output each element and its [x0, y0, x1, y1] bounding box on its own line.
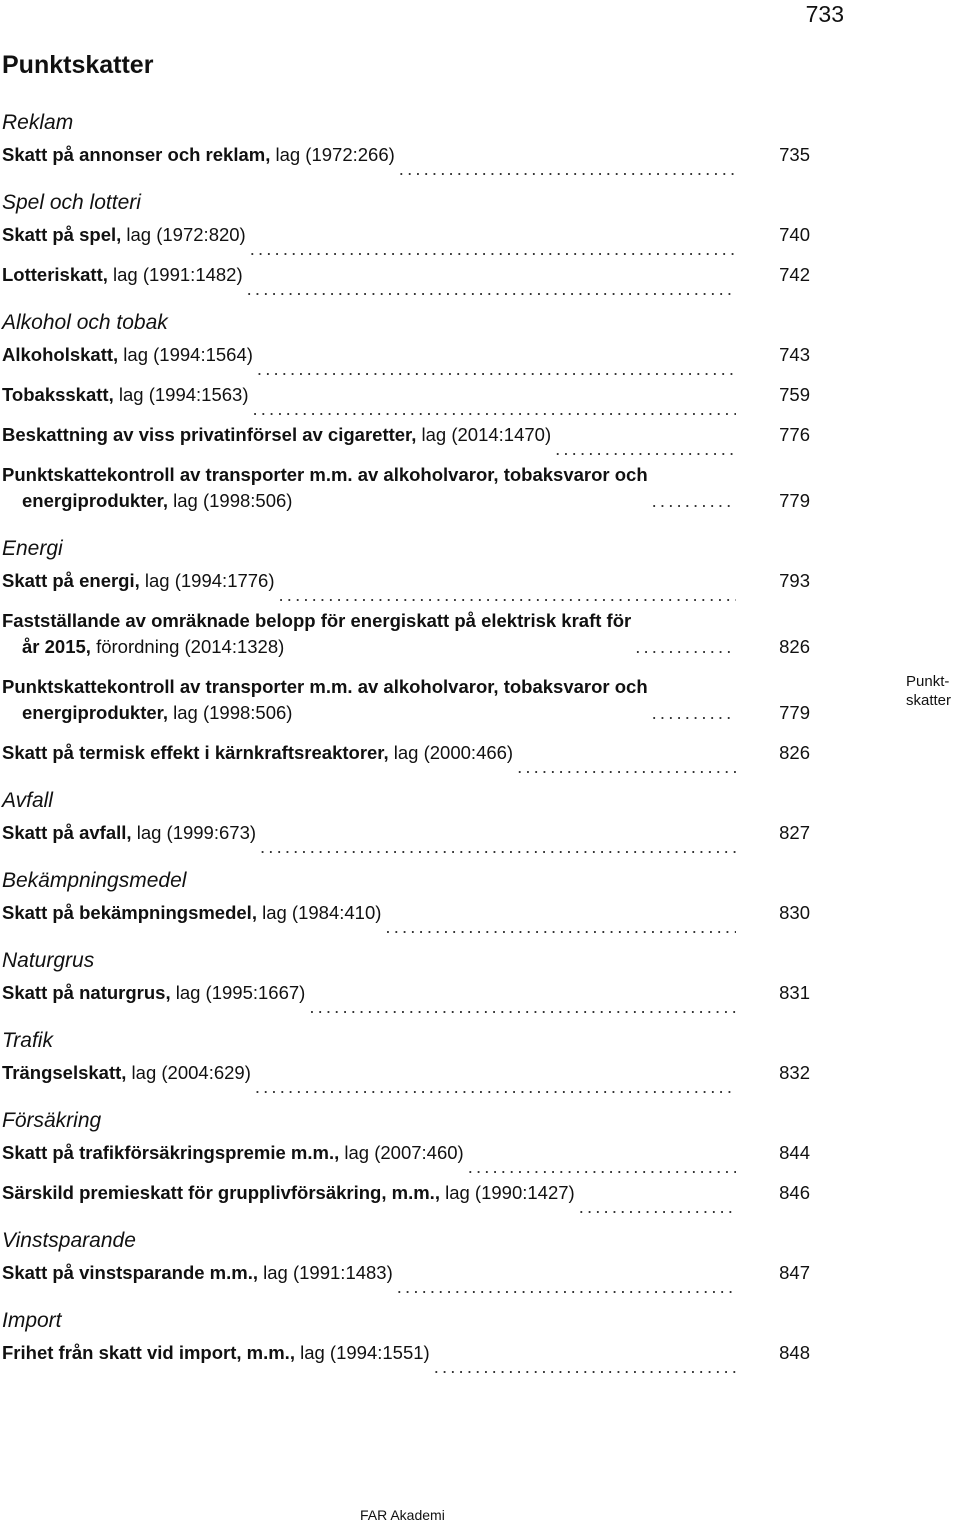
dot-leader [652, 700, 736, 726]
toc-entry[interactable] [2, 674, 810, 740]
dot-leader [257, 356, 736, 382]
toc-entry[interactable] [2, 1180, 810, 1220]
entry-name: Tobaksskatt, [2, 384, 114, 405]
entry-title [2, 608, 631, 660]
entry-title-line-1 [2, 144, 395, 165]
entry-title [2, 142, 395, 168]
entry-page-number: 735 [779, 144, 810, 165]
section-heading: Energi [2, 537, 63, 560]
entry-reference: lag (2014:1470) [416, 424, 552, 445]
entry-title-line-1 [2, 424, 551, 445]
entry-name: Punktskattekontroll av transporter m.m. av alkoholvaror, tobaksvaror och [2, 676, 648, 697]
entry-title-line-1 [2, 902, 381, 923]
entry-reference: lag (1994:1776) [139, 570, 275, 591]
entry-title [2, 674, 648, 726]
entry-reference: lag (1991:1482) [107, 264, 243, 285]
section-heading: Vinstsparande [2, 1229, 136, 1252]
entry-name: Särskild premieskatt för grupplivförsäkring, m.m., [2, 1182, 440, 1203]
entry-reference: lag (1972:820) [121, 224, 246, 245]
entry-title [2, 568, 275, 594]
entry-title [2, 1180, 575, 1206]
entry-page-number: 847 [779, 1262, 810, 1283]
dot-leader [434, 1354, 736, 1380]
section-heading: Spel och lotteri [2, 191, 141, 214]
entry-reference: lag (1998:506) [167, 702, 293, 723]
section-heading: Trafik [2, 1029, 53, 1052]
entry-reference: lag (2004:629) [126, 1062, 251, 1083]
entry-title [2, 1140, 464, 1166]
entry-name: Beskattning av viss privatinförsel av cigaretter, [2, 424, 417, 445]
entry-title [2, 1260, 393, 1286]
entry-name-continued: år 2015, [22, 636, 91, 657]
toc-entry[interactable] [2, 382, 810, 422]
toc-entry[interactable] [2, 820, 810, 860]
entry-title [2, 382, 248, 408]
entry-reference: lag (2007:460) [339, 1142, 464, 1163]
entry-title-line-2 [2, 488, 648, 514]
entry-reference: lag (1998:506) [167, 490, 293, 511]
toc-entry[interactable] [2, 980, 810, 1020]
entry-title [2, 462, 648, 514]
toc-entry[interactable] [2, 462, 810, 528]
dot-leader [397, 1274, 736, 1300]
entry-title [2, 1340, 430, 1366]
entry-name: Skatt på naturgrus, [2, 982, 171, 1003]
entry-title-line-1 [2, 1342, 430, 1363]
entry-name: Skatt på bekämpningsmedel, [2, 902, 257, 923]
entry-name: Fastställande av omräknade belopp för energiskatt på elektrisk kraft för [2, 610, 632, 631]
entry-name: Alkoholskatt, [2, 344, 119, 365]
entry-title [2, 342, 253, 368]
entry-page-number: 827 [779, 822, 810, 843]
entry-reference: förordning (2014:1328) [90, 636, 285, 657]
entry-page-number: 779 [779, 702, 810, 723]
entry-name: Frihet från skatt vid import, m.m., [2, 1342, 295, 1363]
entry-title-line-1 [2, 384, 248, 405]
entry-title-line-2 [2, 700, 648, 726]
entry-title [2, 740, 513, 766]
entry-name: Skatt på energi, [2, 570, 140, 591]
section-heading: Alkohol och tobak [2, 311, 168, 334]
dot-leader [247, 276, 736, 302]
dot-leader [252, 396, 736, 422]
entry-page-number: 831 [779, 982, 810, 1003]
side-tab[interactable] [906, 672, 951, 710]
entry-title [2, 1060, 251, 1086]
entry-name-continued: energiprodukter, [22, 490, 168, 511]
dot-leader [309, 994, 736, 1020]
entry-name: Skatt på avfall, [2, 822, 132, 843]
entry-reference: lag (1999:673) [131, 822, 257, 843]
entry-title-line-1 [2, 462, 648, 488]
entry-title [2, 222, 246, 248]
toc-entry[interactable] [2, 342, 810, 382]
entry-reference: lag (1994:1563) [113, 384, 249, 405]
entry-page-number: 844 [779, 1142, 810, 1163]
section-heading: Bekämpningsmedel [2, 869, 187, 892]
section-heading: Import [2, 1309, 62, 1332]
entry-page-number: 846 [779, 1182, 810, 1203]
dot-leader [468, 1154, 736, 1180]
entry-title-line-1 [2, 608, 631, 634]
entry-title-line-1 [2, 822, 256, 843]
page-number: 733 [805, 1, 844, 27]
entry-name: Skatt på trafikförsäkringspremie m.m., [2, 1142, 340, 1163]
entry-reference: lag (1984:410) [256, 902, 382, 923]
entry-title-line-1 [2, 224, 246, 245]
entry-page-number: 776 [779, 424, 810, 445]
entry-title [2, 422, 551, 448]
dot-leader [652, 488, 736, 514]
toc-entry[interactable] [2, 900, 810, 940]
entry-reference: lag (1990:1427) [439, 1182, 575, 1203]
entry-reference: lag (1994:1564) [118, 344, 253, 365]
toc-entry[interactable] [2, 1260, 810, 1300]
entry-title-line-1 [2, 1062, 251, 1083]
entry-name-continued: energiprodukter, [22, 702, 168, 723]
entry-title-line-1 [2, 1262, 393, 1283]
entry-title-line-1 [2, 1182, 575, 1203]
dot-leader [399, 156, 736, 182]
section-heading: Avfall [2, 789, 53, 812]
entry-reference: lag (1995:1667) [170, 982, 306, 1003]
entry-page-number: 832 [779, 1062, 810, 1083]
entry-page-number: 848 [779, 1342, 810, 1363]
entry-name: Trängselskatt, [2, 1062, 127, 1083]
toc-entry[interactable] [2, 262, 810, 302]
entry-page-number: 742 [779, 264, 810, 285]
entry-page-number: 793 [779, 570, 810, 591]
entry-reference: lag (1994:1551) [294, 1342, 430, 1363]
dot-leader [579, 1194, 736, 1220]
entry-reference: lag (1991:1483) [258, 1262, 393, 1283]
toc-entry[interactable] [2, 422, 810, 462]
entry-title [2, 900, 381, 926]
table-of-contents [2, 102, 810, 1380]
entry-reference: lag (2000:466) [388, 742, 514, 763]
side-tab-line-2: skatter [906, 692, 952, 709]
entry-page-number: 826 [779, 742, 810, 763]
dot-leader [250, 236, 736, 262]
dot-leader [517, 754, 736, 780]
entry-title [2, 262, 243, 288]
section-heading: Naturgrus [2, 949, 95, 972]
entry-name: Skatt på annonser och reklam, [2, 144, 271, 165]
entry-title-line-1 [2, 674, 648, 700]
toc-entry[interactable] [2, 1140, 810, 1180]
entry-page-number: 743 [779, 344, 810, 365]
toc-entry[interactable] [2, 1060, 810, 1100]
publisher-footer: FAR Akademi [360, 1507, 445, 1523]
entry-page-number: 826 [779, 636, 810, 657]
entry-title-line-1 [2, 1142, 464, 1163]
toc-entry[interactable] [2, 222, 810, 262]
entry-title-line-1 [2, 982, 305, 1003]
dot-leader [385, 914, 736, 940]
dot-leader [279, 582, 736, 608]
entry-title-line-1 [2, 742, 513, 763]
dot-leader [255, 1074, 736, 1100]
entry-title [2, 820, 256, 846]
entry-title-line-1 [2, 264, 243, 285]
toc-entry[interactable] [2, 568, 810, 608]
entry-name: Skatt på vinstsparande m.m., [2, 1262, 259, 1283]
toc-entry[interactable] [2, 1340, 810, 1380]
dot-leader [260, 834, 736, 860]
toc-entry[interactable] [2, 142, 810, 182]
entry-title-line-1 [2, 570, 275, 591]
entry-page-number: 830 [779, 902, 810, 923]
dot-leader [635, 634, 736, 660]
entry-name: Skatt på termisk effekt i kärnkraftsreaktorer, [2, 742, 389, 763]
entry-page-number: 759 [779, 384, 810, 405]
entry-name: Punktskattekontroll av transporter m.m. av alkoholvaror, tobaksvaror och [2, 464, 648, 485]
toc-entry[interactable] [2, 740, 810, 780]
entry-name: Lotteriskatt, [2, 264, 108, 285]
side-tab-line-1: Punkt- [906, 673, 950, 690]
section-heading: Reklam [2, 111, 74, 134]
dot-leader [555, 436, 736, 462]
section-heading: Försäkring [2, 1109, 102, 1132]
entry-title-line-2 [2, 634, 631, 660]
toc-entry[interactable] [2, 608, 810, 674]
entry-title [2, 980, 305, 1006]
entry-name: Skatt på spel, [2, 224, 122, 245]
entry-reference: lag (1972:266) [270, 144, 395, 165]
entry-page-number: 740 [779, 224, 810, 245]
entry-page-number: 779 [779, 490, 810, 511]
entry-title-line-1 [2, 344, 253, 365]
page-title: Punktskatter [2, 51, 154, 79]
